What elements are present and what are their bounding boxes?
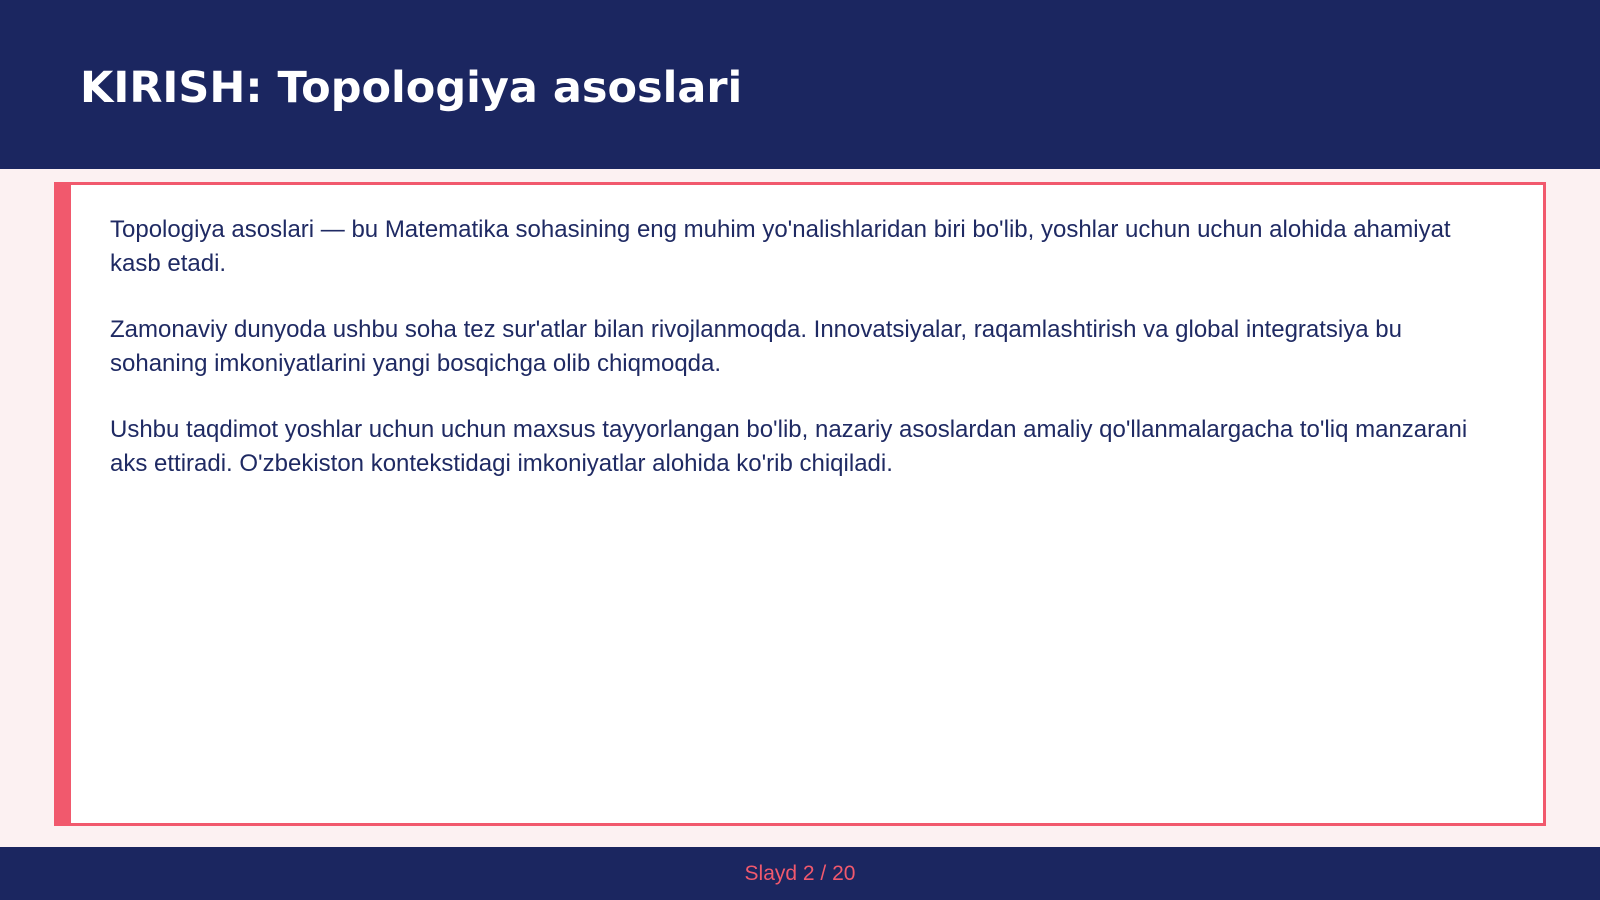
paragraph-presentation-purpose: Ushbu taqdimot yoshlar uchun uchun maxsus tayyorlangan bo'lib, nazariy asoslardan amaliy qo'llanmalargacha to'liq manzarani aks ettiradi. O'zbekiston kontekstidagi imkoniyatlar alohida ko'rib chiqiladi. xyxy=(110,416,1468,477)
slide-footer xyxy=(0,847,1600,900)
slide-title: KIRISH: Topologiya asoslari xyxy=(80,63,743,113)
paragraph-intro: Topologiya asoslari — bu Matematika sohasining eng muhim yo'nalishlaridan biri bo'lib, yoshlar uchun uchun alohida ahamiyat kasb etadi. xyxy=(110,216,1451,277)
content-text xyxy=(110,213,1490,513)
slide-header xyxy=(0,0,1600,169)
paragraph-modern-world: Zamonaviy dunyoda ushbu soha tez sur'atlar bilan rivojlanmoqda. Innovatsiyalar, raqamlashtirish va global integratsiya bu sohaning imkoniyatlarini yangi bosqichga olib chiqmoqda. xyxy=(110,316,1402,377)
slide-number: Slayd 2 / 20 xyxy=(744,862,856,885)
content-panel xyxy=(54,182,1546,826)
